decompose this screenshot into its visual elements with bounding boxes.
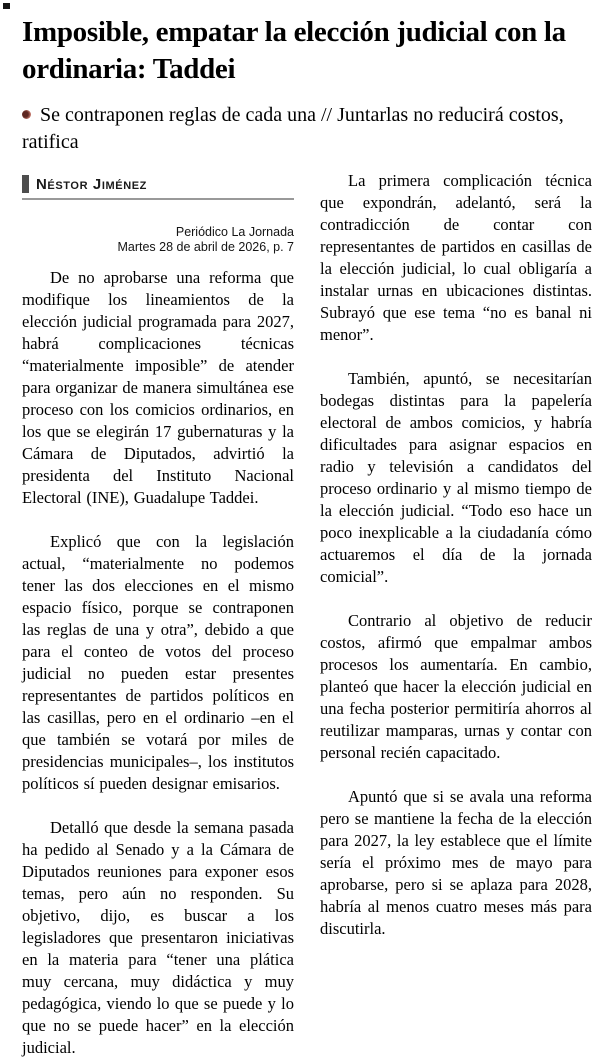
- credit-publication: Periódico La Jornada: [175, 225, 294, 239]
- paragraph: Apuntó que si se avala una reforma pero se mantiene la fecha de la elección para 2027, la ley establece que el límite sería el próximo mes de mayo para aprobarse, pero si se aplaza para 2028, habría al menos cuatro meses más para discutirla.: [320, 787, 592, 938]
- byline: [22, 175, 294, 200]
- body-text-left: [22, 267, 294, 1059]
- paragraph: La primera complicación técnica que expondrán, adelantó, será la contradicción de contar con representantes de partidos en casillas de la elección judicial, lo cual obligaría a instalar urnas en ubicaciones distintas. Subrayó que ese tema “no es banal ni menor”.: [320, 171, 592, 344]
- credit-block: [22, 225, 294, 255]
- subhead-bullet-icon: [22, 110, 31, 119]
- corner-mark-artifact: [3, 3, 10, 9]
- byline-author: Néstor Jiménez: [36, 175, 147, 193]
- column-right: [320, 167, 592, 1059]
- byline-bar-icon: [22, 175, 29, 193]
- paragraph: De no aprobarse una reforma que modifique los lineamientos de la elección judicial programada para 2027, habrá complicaciones técnicas “materialmente imposible” de atender para organizar de manera simultánea ese proceso con los comicios ordinarios, en los que se elegirán 17 gubernaturas y la Cámara de Diputados, advirtió la presidenta del Instituto Nacional Electoral (INE), Guadalupe Taddei.: [22, 268, 294, 507]
- article-columns: [22, 167, 592, 1059]
- body-text-right: [320, 170, 592, 940]
- column-left: [22, 167, 294, 1059]
- paragraph: También, apuntó, se necesitarían bodegas distintas para la papelería electoral de ambos comicios, y habría dificultades para asignar espacios en radio y televisión a candidatos del proceso ordinario y al mismo tiempo de la elección judicial. “Todo eso hace un poco inexplicable a la ciudadanía cómo actuaremos el día de la jornada comicial”.: [320, 369, 592, 586]
- subhead-text: Se contraponen reglas de cada una // Juntarlas no reducirá costos, ratifica: [22, 104, 564, 153]
- paragraph: Explicó que con la legislación actual, “materialmente no podemos tener las dos elecciones en el mismo espacio físico, porque se contraponen las reglas de una y otra”, debido a que para el conteo de votos del proceso judicial no pueden estar presentes representantes de partidos políticos en las casillas, pero en el ordinario –en el que también se votará por miles de presidencias municipales–, los institutos políticos sí pueden designar emisarios.: [22, 532, 294, 793]
- paragraph: Contrario al objetivo de reducir costos, afirmó que empalmar ambos procesos los aumentaría. En cambio, planteó que hacer la elección judicial en una fecha posterior permitiría ahorros al reutilizar mamparas, urnas y contar con personal recién capacitado.: [320, 611, 592, 762]
- article-headline: Imposible, empatar la elección judicial con la ordinaria: Taddei: [22, 16, 566, 85]
- credit-date-page: Martes 28 de abril de 2026, p. 7: [117, 240, 294, 254]
- paragraph: Detalló que desde la semana pasada ha pedido al Senado y a la Cámara de Diputados reuniones para exponer esos temas, pero aún no responden. Su objetivo, dijo, es buscar a los legisladores que presentaron iniciativas en la materia para “tener una plática muy cercana, muy didáctica y muy pedagógica, viendo lo que se puede y lo que no se puede hacer” en la elección judicial.: [22, 818, 294, 1057]
- article-subhead: [22, 102, 592, 156]
